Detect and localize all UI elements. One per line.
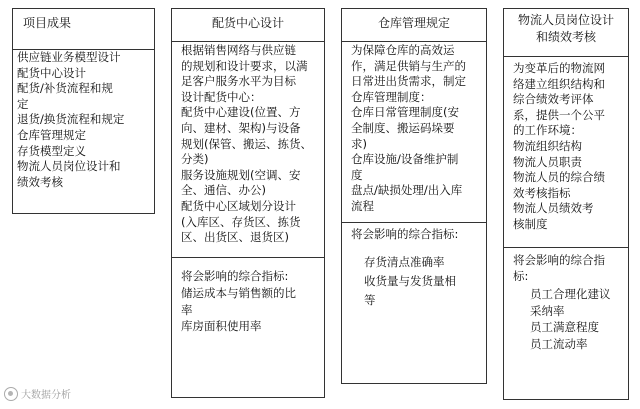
logistics-staff-title: 物流人员岗位设计 和绩效考核 (517, 13, 614, 44)
project-results-title: 项目成果 (23, 16, 72, 30)
project-results-list: 供应链业务模型设计 配货中心设计 配货/补货流程和规 定 退货/换货流程和规定 仓库管理规定 存货模型定义 物流人员岗位设计和 绩效考核 (17, 50, 125, 189)
logistics-staff-divider-top (504, 56, 628, 57)
warehouse-rules-divider-top (342, 41, 486, 42)
warehouse-rules-divider-mid (342, 222, 486, 223)
project-results-box (12, 8, 155, 214)
distribution-center-indicators-label: 将会影响的综合指标: (181, 269, 289, 283)
logistics-staff-divider-mid (504, 247, 628, 248)
warehouse-rules-indicators-label: 将会影响的综合指标: (351, 227, 459, 241)
distribution-center-box (171, 8, 325, 398)
distribution-center-description: 根据销售网络与供应链 的规划和设计要求，以满 足客户服务水平为目标 设计配货中心： 配货中心建设(位置、方 向、建材、架构)与设备 规划(保管、搬运、拣货、 分类) 服务设施规划(空调、安 全、通信、办公) 配货中心区域划分设计 (入库区、存货区、拣货 区、出货区、退货区) (181, 43, 312, 245)
watermark-logo-icon (4, 387, 18, 401)
logistics-staff-indicators: 员工合理化建议 采纳率 员工满意程度 员工流动率 (530, 287, 611, 351)
distribution-center-indicators: 储运成本与销售额的比 率 库房面积使用率 (181, 286, 296, 333)
distribution-center-divider-mid (172, 257, 324, 258)
logistics-staff-indicators-label: 将会影响的综合指 标: (513, 253, 605, 283)
watermark (4, 386, 71, 401)
warehouse-rules-description: 为保障仓库的高效运 作，满足供销与生产的 日常进出货需求，制定 仓库管理制度： 仓库日常管理制度(安 全制度、搬运码垛要 求) 仓库设施/设备维护制 度 盘点/缺损处理/出入库 流程 (351, 43, 466, 213)
warehouse-rules-box (341, 8, 487, 384)
distribution-center-divider-top (172, 41, 324, 42)
watermark-text: 大数据分析 (21, 390, 71, 401)
logistics-staff-description: 为变革后的物流网 络建立组织结构和 综合绩效考评体 系，提供一个公平 的工作环境： 物流组织结构 物流人员职责 物流人员的综合绩 效考核指标 物流人员绩效考 核制度 (513, 61, 605, 231)
warehouse-rules-indicators: 存货清点准确率 收货量与发货量相 等 (364, 255, 456, 307)
logistics-staff-box (503, 8, 629, 400)
distribution-center-title: 配货中心设计 (211, 16, 284, 30)
warehouse-rules-title: 仓库管理规定 (377, 16, 450, 30)
